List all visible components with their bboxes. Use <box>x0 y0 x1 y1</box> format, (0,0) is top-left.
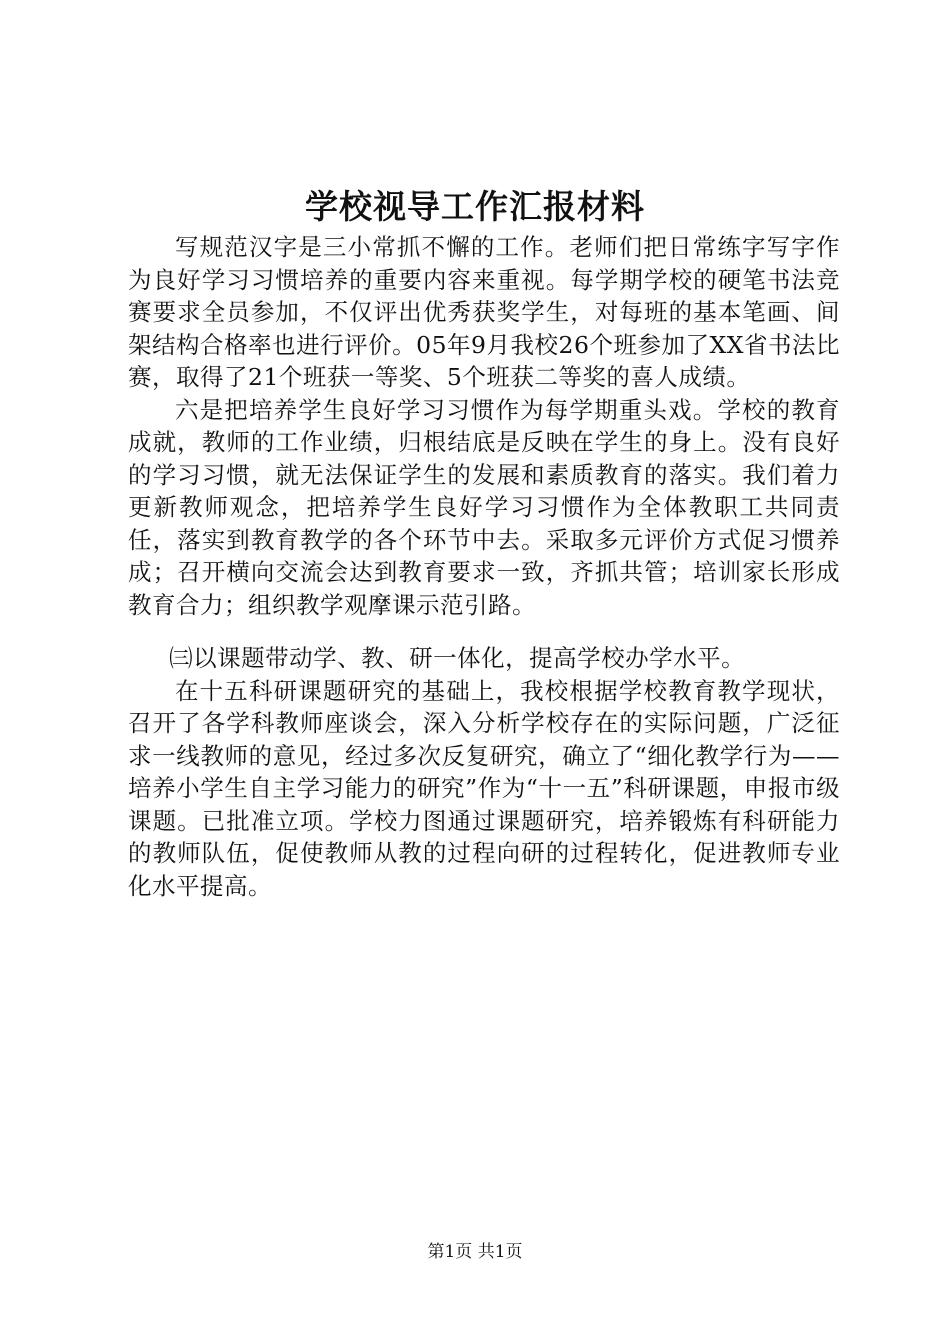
paragraph-study-habits: 六是把培养学生良好学习习惯作为每学期重头戏。学校的教育成就，教师的工作业绩，归根结底是反映在学生的身上。没有良好的学习习惯，就无法保证学生的发展和素质教育的落实。我们着力更新教师观念，把培养学生良好学习习惯作为全体教职工共同责任，落实到教育教学的各个环节中去。采取多元评价方式促习惯养成；召开横向交流会达到教育要求一致，齐抓共管；培训家长形成教育合力；组织教学观摩课示范引路。 <box>128 395 840 619</box>
paragraph-research-project: 在十五科研课题研究的基础上，我校根据学校教育教学现状，召开了各学科教师座谈会，深入分析学校存在的实际问题，广泛征求一线教师的意见，经过多次反复研究，确立了“细化教学行为——培养小学生自主学习能力的研究”作为“十一五”科研课题，申报市级课题。已批准立项。学校力图通过课题研究，培养锻炼有科研能力的教师队伍，促使教师从教的过程向研的过程转化，促进教师专业化水平提高。 <box>128 676 840 900</box>
paragraph-handwriting: 写规范汉字是三小常抓不懈的工作。老师们把日常练字写字作为良好学习习惯培养的重要内容来重视。每学期学校的硬笔书法竞赛要求全员参加，不仅评出优秀获奖学生，对每班的基本笔画、间架结构合格率也进行评价。05年9月我校26个班参加了XX省书法比赛，取得了21个班获一等奖、5个班获二等奖的喜人成绩。 <box>128 233 840 391</box>
page-number-footer: 第1页 共1页 <box>427 1242 523 1262</box>
section-heading-research: ㈢以课题带动学、教、研一体化，提高学校办学水平。 <box>169 644 746 672</box>
document-title: 学校视导工作汇报材料 <box>305 187 645 226</box>
document-body <box>128 231 840 902</box>
